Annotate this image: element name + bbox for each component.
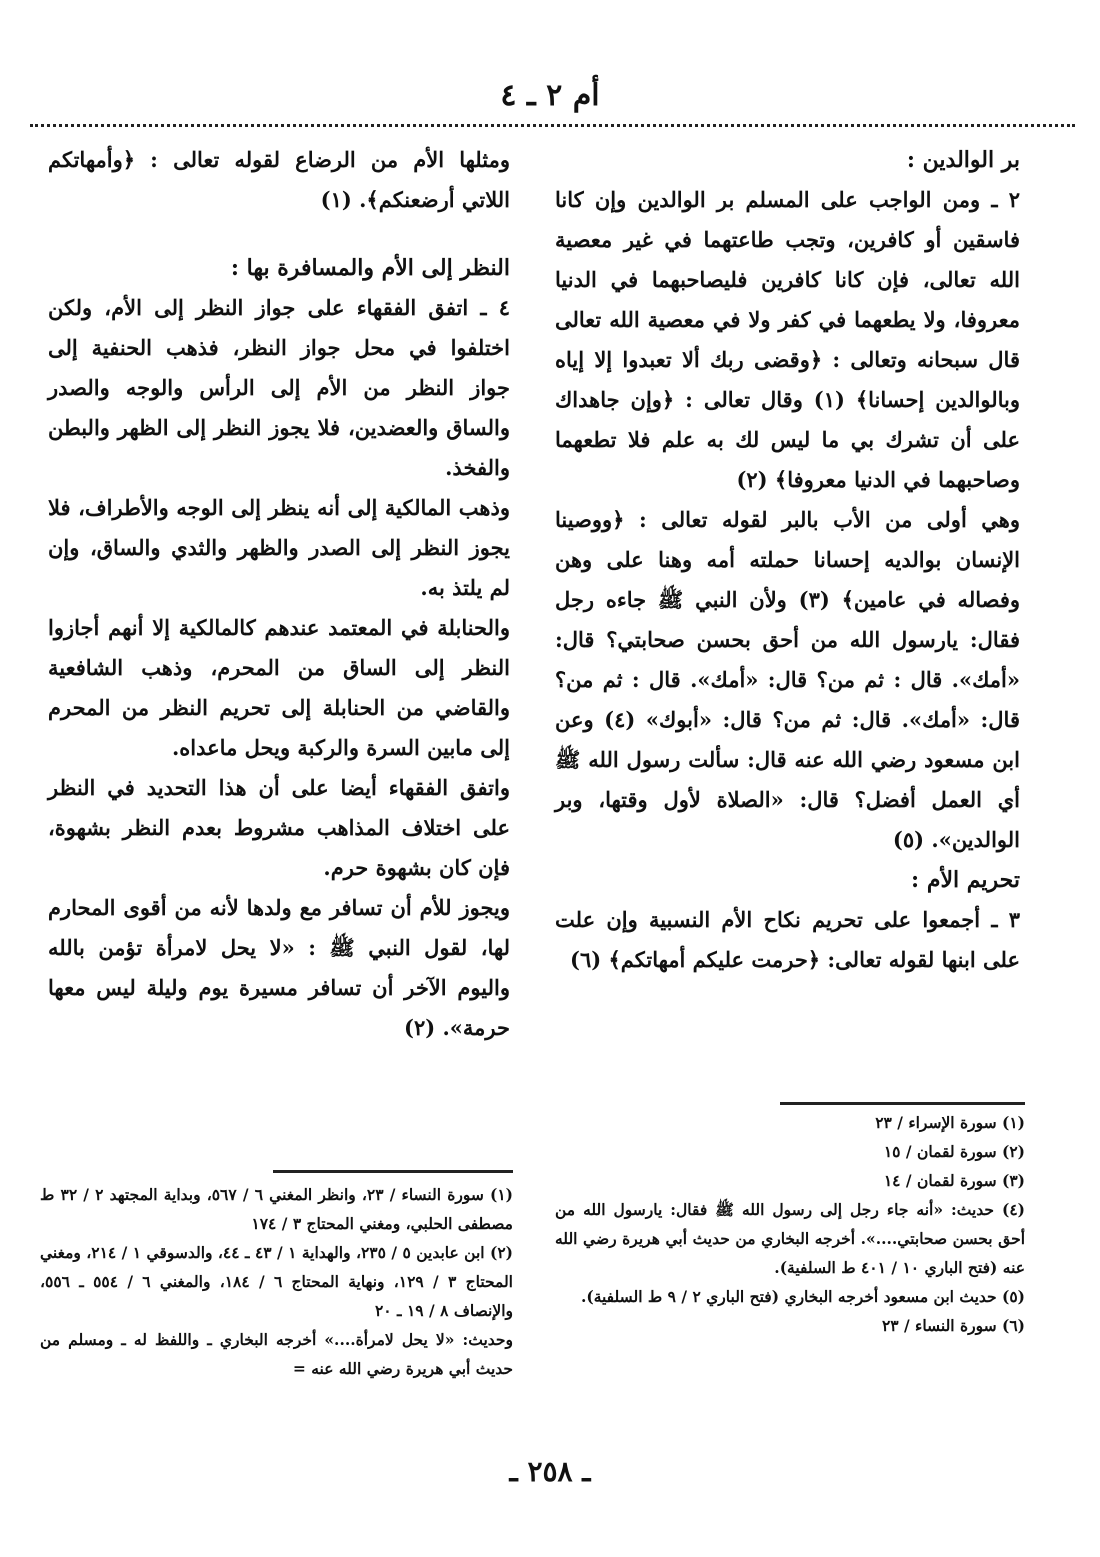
footnote: (١) سورة الإسراء / ٢٣: [875, 1113, 1025, 1132]
paragraph: وهي أولى من الأب بالبر لقوله تعالى : ﴿ووصينا الإنسان بوالديه إحسانا حملته أمه وهنا على وهن وفصاله في عامين﴾ (٣) ولأن النبي ﷺ جاءه رجل فقال: يارسول الله من أحق بحسن صحابتي؟ قال: «أمك». قال : ثم من؟ قال: «أمك». قال : ثم من؟ قال: «أمك». قال: ثم من؟ قال: «أبوك» (٤) وعن ابن مسعود رضي الله عنه قال: سألت رسول الله ﷺ أي العمل أفضل؟ قال: «الصلاة لأول وقتها، وبر الوالدين». (٥): [555, 507, 1021, 852]
paragraph: ٣ ـ أجمعوا على تحريم نكاح الأم النسبية وإن علت على ابنها لقوله تعالى: ﴿حرمت عليكم أمهاتكم﴾ (٦): [555, 907, 1020, 972]
footnote-rule-right: [780, 1102, 1025, 1105]
running-header: أم ٢ ـ ٤: [500, 78, 600, 113]
page-number: ـ ٢٥٨ ـ: [509, 1455, 591, 1488]
section-heading-looking: النظر إلى الأم والمسافرة بها :: [230, 255, 510, 281]
footnote: (٤) حديث: «أنه جاء رجل إلى رسول الله ﷺ فقال: يارسول الله من أحق بحسن صحابتي....». أخرجه البخاري من حديث أبي هريرة رضي الله عنه (فتح الباري ١٠ / ٤٠١ ط السلفية).: [555, 1200, 1025, 1277]
footnote: (٢) ابن عابدين ٥ / ٢٣٥، والهداية ١ / ٤٣ ـ ٤٤، والدسوقي ١ / ٢١٤، ومغني المحتاج ٣ / ١٢٩، ونهاية المحتاج ٦ / ١٨٤، والمغني ٦ / ٥٥٤ ـ ٥٥٦، والإنصاف ٨ / ١٩ ـ ٢٠: [40, 1243, 513, 1320]
paragraph: ومثلها الأم من الرضاع لقوله تعالى : ﴿وأمهاتكم اللاتي أرضعنكم﴾. (١): [48, 147, 510, 212]
paragraph: والحنابلة في المعتمد عندهم كالمالكية إلا أنهم أجازوا النظر إلى الساق من المحرم، وذهب الشافعية والقاضي من الحنابلة إلى تحريم النظر من المحرم إلى مابين السرة والركبة ويحل ماعداه.: [48, 615, 510, 760]
footnotes-left: [40, 1180, 513, 1383]
footnote-rule-left: [273, 1170, 513, 1173]
header-divider: [30, 124, 1075, 127]
footnotes-right: [555, 1108, 1025, 1340]
right-column: [555, 140, 1020, 980]
footnote: (٦) سورة النساء / ٢٣: [881, 1316, 1025, 1335]
paragraph: ٤ ـ اتفق الفقهاء على جواز النظر إلى الأم، ولكن اختلفوا في محل جواز النظر، فذهب الحنفية إلى جواز النظر من الأم إلى الرأس والوجه والصدر والساق والعضدين، فلا يجوز النظر إلى الظهر والبطن والفخذ.: [48, 295, 510, 480]
left-column: [48, 140, 510, 1048]
footnote: وحديث: «لا يحل لامرأة....» أخرجه البخاري ـ واللفظ له ـ ومسلم من حديث أبي هريرة رضي الله عنه =: [40, 1330, 513, 1378]
section-heading-prohibition: تحريم الأم :: [911, 867, 1020, 893]
footnote: (٢) سورة لقمان / ١٥: [883, 1142, 1025, 1161]
paragraph: وذهب المالكية إلى أنه ينظر إلى الوجه والأطراف، فلا يجوز النظر إلى الصدر والظهر والثدي والساق، وإن لم يلتذ به.: [48, 495, 510, 600]
paragraph: واتفق الفقهاء أيضا على أن هذا التحديد في النظر على اختلاف المذاهب مشروط بعدم النظر بشهوة، فإن كان بشهوة حرم.: [48, 775, 510, 880]
footnote: (٣) سورة لقمان / ١٤: [883, 1171, 1025, 1190]
paragraph: ٢ ـ ومن الواجب على المسلم بر الوالدين وإن كانا فاسقين أو كافرين، وتجب طاعتهما في غير معصية الله تعالى، فإن كانا كافرين فليصاحبهما في الدنيا معروفا، ولا يطعهما في كفر ولا في معصية الله تعالى قال سبحانه وتعالى : ﴿وقضى ربك ألا تعبدوا إلا إياه وبالوالدين إحسانا﴾ (١) وقال تعالى : ﴿وإن جاهداك على أن تشرك بي ما ليس لك به علم فلا تطعهما وصاحبهما في الدنيا معروفا﴾ (٢): [555, 187, 1020, 492]
footnote: (١) سورة النساء / ٢٣، وانظر المغني ٦ / ٥٦٧، وبداية المجتهد ٢ / ٣٢ ط مصطفى الحلبي، ومغني المحتاج ٣ / ١٧٤: [40, 1185, 513, 1233]
paragraph: ويجوز للأم أن تسافر مع ولدها لأنه من أقوى المحارم لها، لقول النبي ﷺ : «لا يحل لامرأة تؤمن بالله واليوم الآخر أن تسافر مسيرة يوم وليلة ليس معها حرمة». (٢): [48, 895, 510, 1040]
footnote: (٥) حديث ابن مسعود أخرجه البخاري (فتح الباري ٢ / ٩ ط السلفية).: [580, 1287, 1025, 1306]
section-heading-parents: بر الوالدين :: [906, 147, 1020, 173]
